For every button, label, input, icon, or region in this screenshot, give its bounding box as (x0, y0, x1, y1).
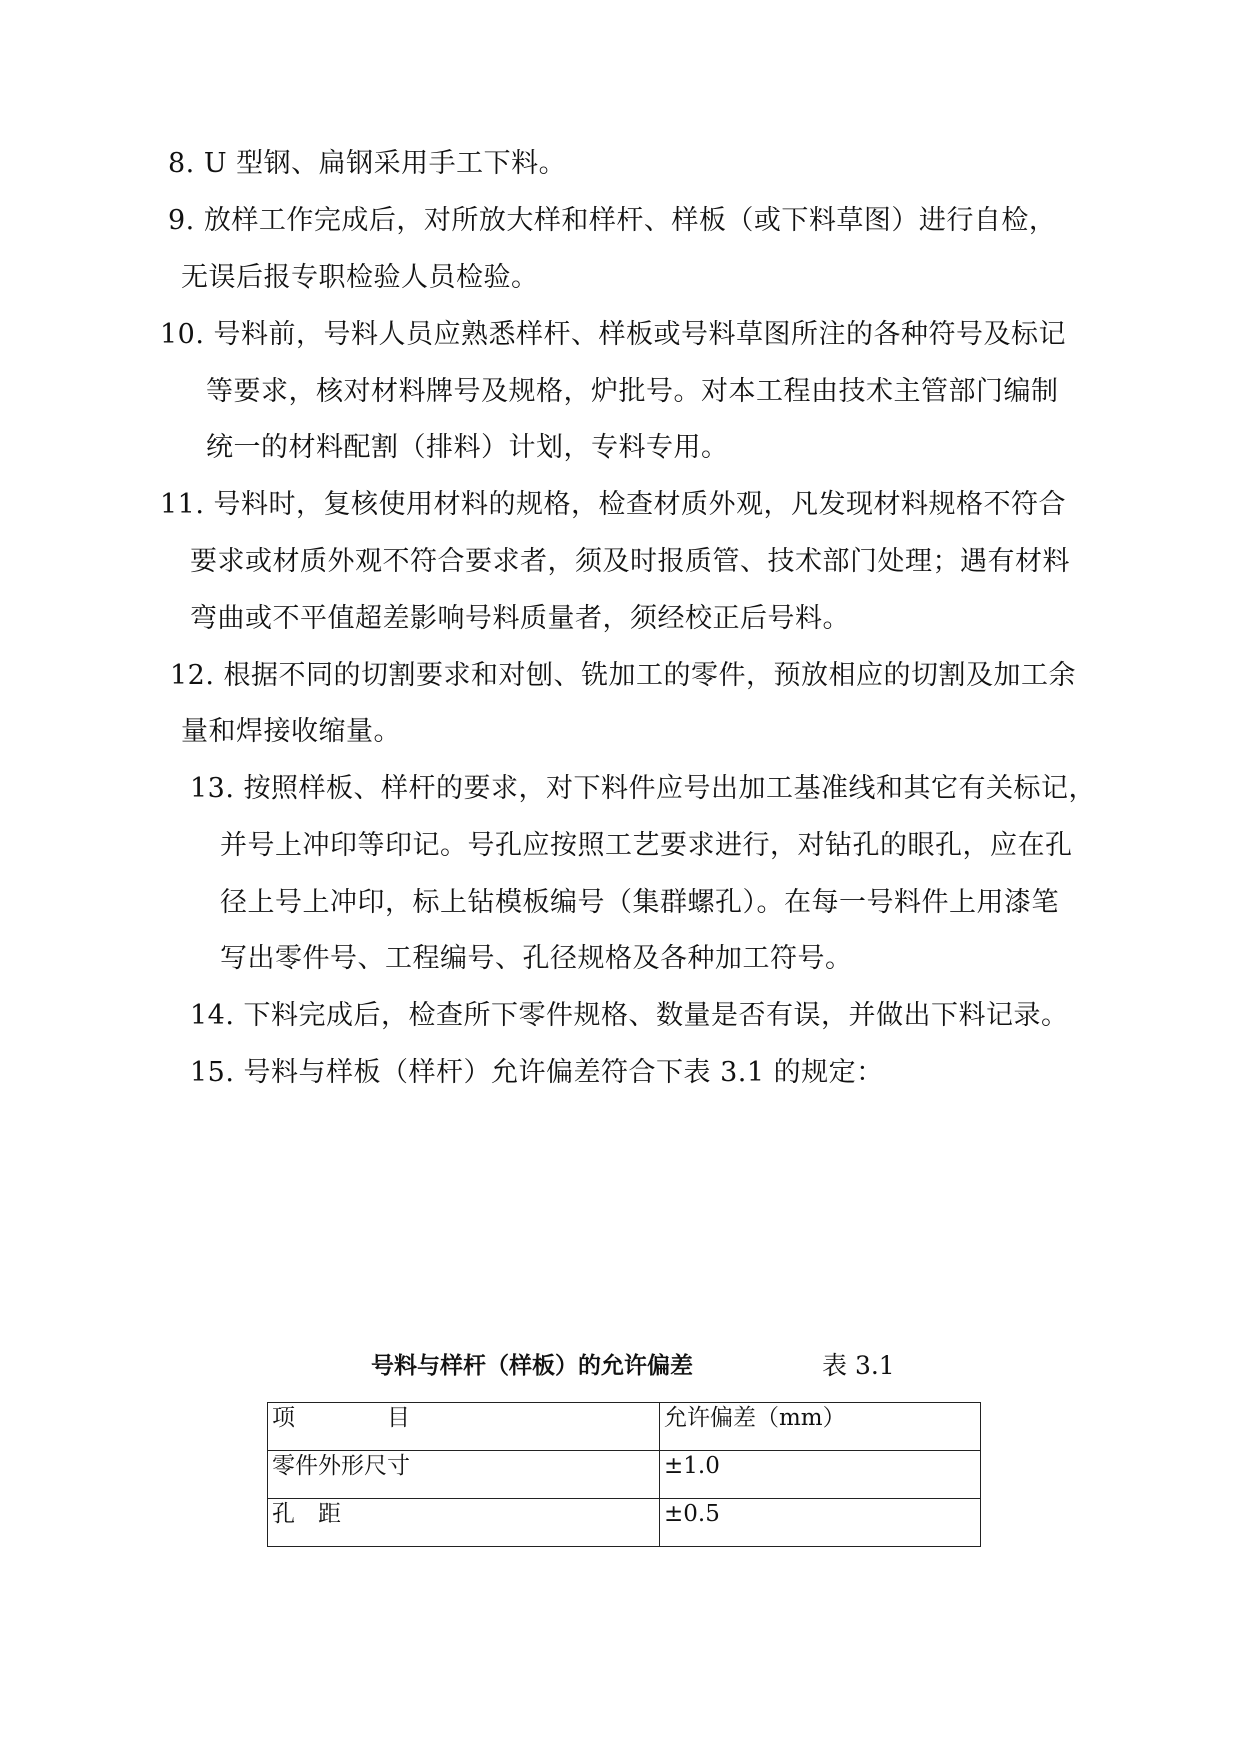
paragraph-15: 15. 号料与样板（样杆）允许偏差符合下表 3.1 的规定： (190, 1057, 884, 1088)
paragraph-8: 8. U 型钢、扁钢采用手工下料。 (168, 148, 567, 179)
paragraph-12-line-1: 12. 根据不同的切割要求和对刨、铣加工的零件，预放相应的切割及加工余 (170, 660, 1077, 691)
paragraph-10-line-1: 10. 号料前，号料人员应熟悉样杆、样板或号料草图所注的各种符号及标记 (160, 319, 1067, 350)
header-item: 项 目 (268, 1403, 660, 1451)
paragraph-14: 14. 下料完成后，检查所下零件规格、数量是否有误，并做出下料记录。 (190, 1000, 1069, 1031)
table-number: 表 3.1 (822, 1351, 895, 1380)
paragraph-13-line-2: 并号上冲印等印记。号孔应按照工艺要求进行，对钻孔的眼孔，应在孔 (220, 830, 1073, 861)
paragraph-12-line-2: 量和焊接收缩量。 (181, 716, 401, 747)
cell-item: 零件外形尺寸 (268, 1451, 660, 1499)
table-title: 号料与样杆（样板）的允许偏差 (371, 1353, 693, 1379)
header-deviation: 允许偏差（mm） (660, 1403, 981, 1451)
paragraph-11-line-3: 弯曲或不平值超差影响号料质量者，须经校正后号料。 (190, 603, 850, 634)
paragraph-13-line-3: 径上号上冲印，标上钻模板编号（集群螺孔）。在每一号料件上用漆笔 (220, 887, 1059, 918)
paragraph-10-line-3: 统一的材料配割（排料）计划，专料专用。 (206, 432, 729, 463)
paragraph-9-line-1: 9. 放样工作完成后，对所放大样和样杆、样板（或下料草图）进行自检， (168, 205, 1057, 236)
table-row (268, 1499, 981, 1547)
paragraph-11-line-1: 11. 号料时，复核使用材料的规格，检查材质外观，凡发现材料规格不符合 (160, 489, 1067, 520)
paragraph-13-line-1: 13. 按照样板、样杆的要求，对下料件应号出加工基准线和其它有关标记， (190, 773, 1097, 804)
paragraph-11-line-2: 要求或材质外观不符合要求者，须及时报质管、技术部门处理；遇有材料 (190, 546, 1070, 577)
paragraph-10-line-2: 等要求，核对材料牌号及规格，炉批号。对本工程由技术主管部门编制 (206, 376, 1059, 407)
cell-item: 孔 距 (268, 1499, 660, 1547)
deviation-table (267, 1402, 981, 1547)
cell-deviation: ±1.0 (660, 1451, 981, 1499)
paragraph-9-line-2: 无误后报专职检验人员检验。 (181, 262, 539, 293)
cell-deviation: ±0.5 (660, 1499, 981, 1547)
paragraph-13-line-4: 写出零件号、工程编号、孔径规格及各种加工符号。 (220, 943, 853, 974)
table-header-row (268, 1403, 981, 1451)
table-row (268, 1451, 981, 1499)
